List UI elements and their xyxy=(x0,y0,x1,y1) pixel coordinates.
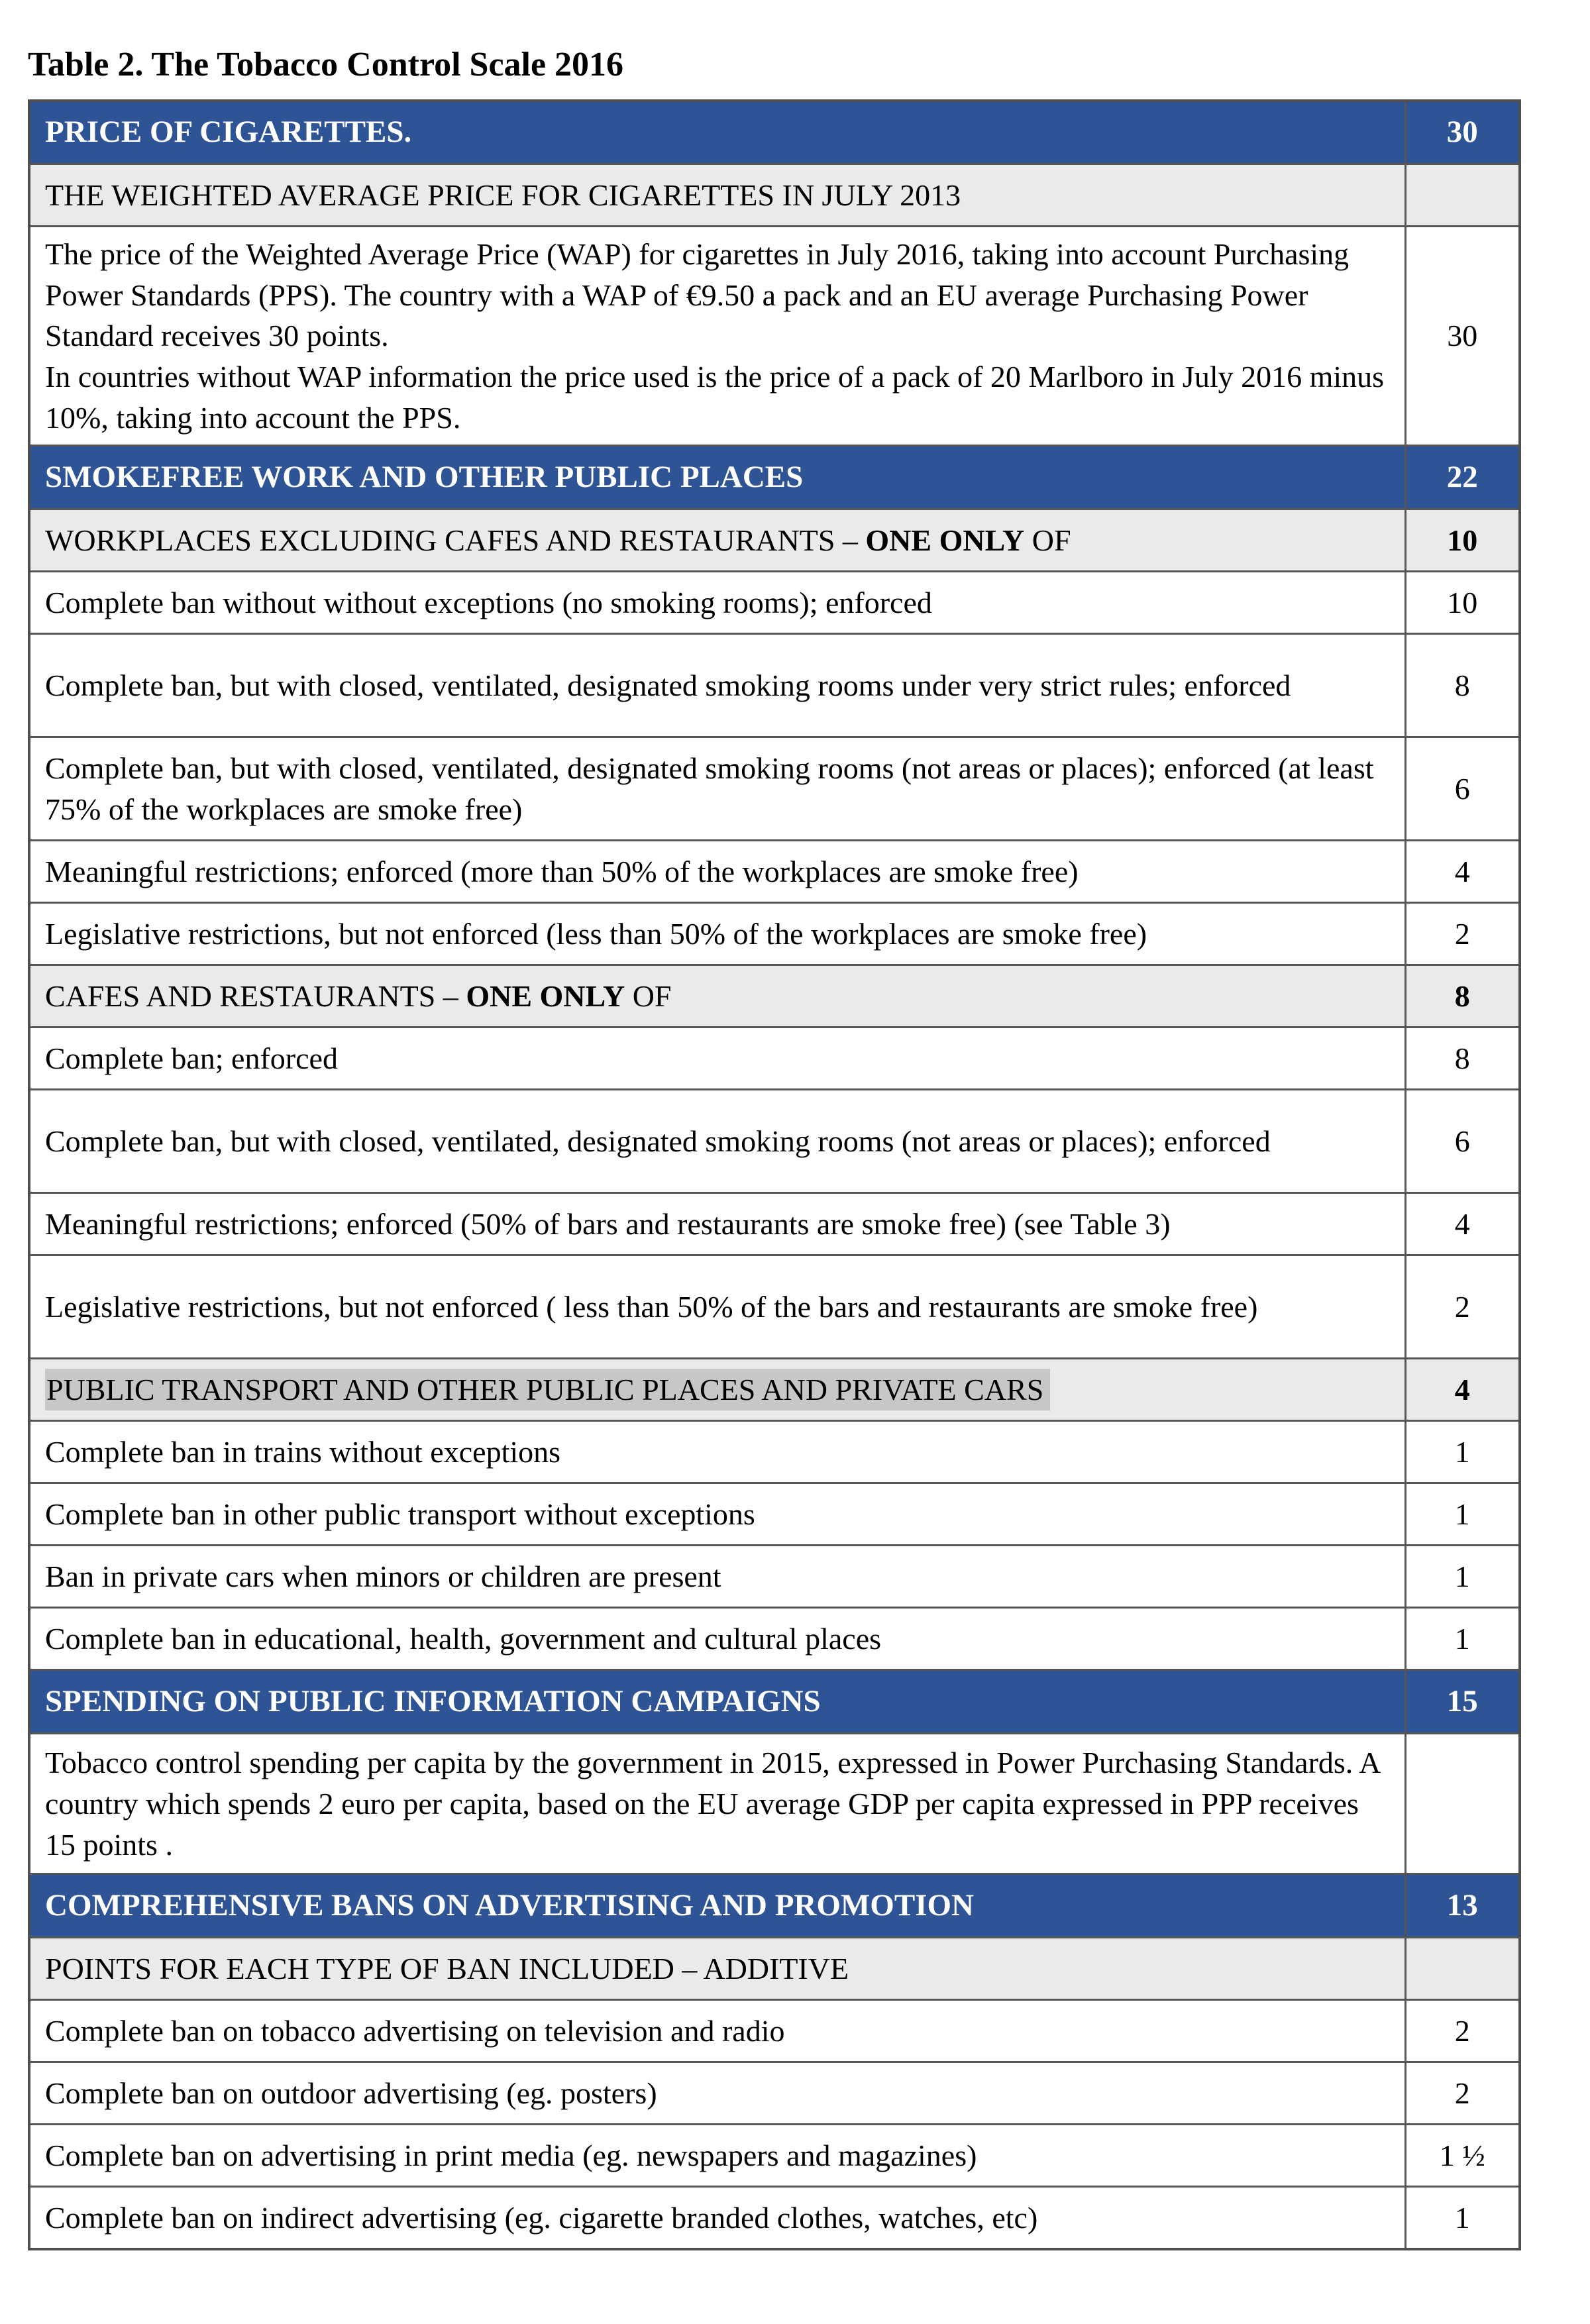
subheader-bold-text: ONE ONLY xyxy=(865,523,1025,557)
subheader-row-workplaces xyxy=(29,509,1520,572)
criterion-cell xyxy=(29,1734,1405,1874)
points-cell xyxy=(1405,164,1520,227)
table-row xyxy=(29,1546,1520,1608)
section-title-cell: SMOKEFREE WORK AND OTHER PUBLIC PLACES xyxy=(29,446,1405,509)
subheader-bold-text: ONE ONLY xyxy=(466,978,625,1013)
table-row xyxy=(29,1028,1520,1090)
criterion-cell: Complete ban on indirect advertising (eg. cigarette branded clothes, watches, etc) xyxy=(29,2187,1405,2249)
paragraph-row-wap xyxy=(29,227,1520,446)
criterion-cell: Complete ban in other public transport without exceptions xyxy=(29,1483,1405,1546)
points-cell: 8 xyxy=(1405,1028,1520,1090)
section-title-cell: PRICE OF CIGARETTES. xyxy=(29,101,1405,164)
table-row xyxy=(29,841,1520,903)
points-cell: 30 xyxy=(1405,101,1520,164)
section-header-row-advertising xyxy=(29,1874,1520,1938)
subheader-text: OF xyxy=(625,978,672,1013)
criterion-cell: Complete ban without without exceptions (no smoking rooms); enforced xyxy=(29,572,1405,634)
subheader-text: OF xyxy=(1024,523,1071,557)
points-cell: 13 xyxy=(1405,1874,1520,1938)
points-cell: 10 xyxy=(1405,572,1520,634)
tobacco-control-scale-table xyxy=(28,99,1521,2250)
subheader-row-public-transport xyxy=(29,1359,1520,1421)
points-cell: 22 xyxy=(1405,446,1520,509)
section-header-row-price xyxy=(29,101,1520,164)
points-cell: 15 xyxy=(1405,1670,1520,1734)
criterion-cell xyxy=(29,965,1405,1028)
criterion-cell: Complete ban, but with closed, ventilated, designated smoking rooms under very strict rules; enforced xyxy=(29,634,1405,737)
table-row xyxy=(29,2062,1520,2125)
points-cell: 1 xyxy=(1405,1608,1520,1670)
table-row xyxy=(29,1608,1520,1670)
table-row xyxy=(29,1090,1520,1193)
criterion-cell: Complete ban on tobacco advertising on television and radio xyxy=(29,2000,1405,2062)
paragraph-row-spending xyxy=(29,1734,1520,1874)
points-cell: 6 xyxy=(1405,1090,1520,1193)
section-title-cell: COMPREHENSIVE BANS ON ADVERTISING AND PROMOTION xyxy=(29,1874,1405,1938)
table-row xyxy=(29,634,1520,737)
points-cell: 30 xyxy=(1405,227,1520,446)
points-cell: 1 xyxy=(1405,1546,1520,1608)
table-row xyxy=(29,1483,1520,1546)
criterion-cell: Complete ban; enforced xyxy=(29,1028,1405,1090)
table-row xyxy=(29,1421,1520,1483)
points-cell: 2 xyxy=(1405,2062,1520,2125)
criterion-cell: Meaningful restrictions; enforced (more than 50% of the workplaces are smoke free) xyxy=(29,841,1405,903)
criterion-cell: Legislative restrictions, but not enforced (less than 50% of the workplaces are smoke free) xyxy=(29,903,1405,965)
subheader-row-weighted-average xyxy=(29,164,1520,227)
criterion-cell: Complete ban on advertising in print media (eg. newspapers and magazines) xyxy=(29,2125,1405,2187)
section-header-row-spending xyxy=(29,1670,1520,1734)
points-cell xyxy=(1405,1938,1520,2000)
criterion-cell: POINTS FOR EACH TYPE OF BAN INCLUDED – ADDITIVE xyxy=(29,1938,1405,2000)
section-header-row-smokefree xyxy=(29,446,1520,509)
criterion-cell xyxy=(29,509,1405,572)
points-cell: 8 xyxy=(1405,965,1520,1028)
points-cell: 4 xyxy=(1405,1359,1520,1421)
table-row xyxy=(29,903,1520,965)
criterion-cell: Complete ban in educational, health, government and cultural places xyxy=(29,1608,1405,1670)
table-row xyxy=(29,2187,1520,2249)
table-row xyxy=(29,572,1520,634)
points-cell: 1 xyxy=(1405,1483,1520,1546)
document-title: Table 2. The Tobacco Control Scale 2016 xyxy=(28,46,624,83)
table-row xyxy=(29,1255,1520,1359)
points-cell: 4 xyxy=(1405,1193,1520,1255)
points-cell: 1 xyxy=(1405,1421,1520,1483)
paragraph-text: In countries without WAP information the price used is the price of a pack of 20 Marlboro in July 2016 minus 10%, taking into account the PPS. xyxy=(45,359,1385,435)
points-cell: 6 xyxy=(1405,737,1520,841)
criterion-cell: Meaningful restrictions; enforced (50% of bars and restaurants are smoke free) (see Table 3) xyxy=(29,1193,1405,1255)
points-cell: 10 xyxy=(1405,509,1520,572)
points-cell: 1 xyxy=(1405,2187,1520,2249)
points-cell: 8 xyxy=(1405,634,1520,737)
criterion-cell xyxy=(29,227,1405,446)
criterion-cell: THE WEIGHTED AVERAGE PRICE FOR CIGARETTES IN JULY 2013 xyxy=(29,164,1405,227)
points-cell: 2 xyxy=(1405,903,1520,965)
subheader-text: CAFES AND RESTAURANTS – xyxy=(45,978,466,1013)
criterion-cell: Legislative restrictions, but not enforced ( less than 50% of the bars and restaurants are smoke free) xyxy=(29,1255,1405,1359)
table-row xyxy=(29,737,1520,841)
paragraph-text: The price of the Weighted Average Price (WAP) for cigarettes in July 2016, taking into account Purchasing Power Standards (PPS). The country with a WAP of €9.50 a pack and an EU average Purchasing Power Standard receives 30 points. xyxy=(45,237,1350,353)
highlighted-text: PUBLIC TRANSPORT AND OTHER PUBLIC PLACES AND PRIVATE CARS xyxy=(45,1369,1050,1410)
points-cell: 4 xyxy=(1405,841,1520,903)
table-row xyxy=(29,2125,1520,2187)
table-row xyxy=(29,1193,1520,1255)
criterion-cell: Complete ban, but with closed, ventilated, designated smoking rooms (not areas or places); enforced (at least 75% of the workplaces are smoke free) xyxy=(29,737,1405,841)
subheader-row-points-additive xyxy=(29,1938,1520,2000)
criterion-cell: Complete ban, but with closed, ventilated, designated smoking rooms (not areas or places); enforced xyxy=(29,1090,1405,1193)
table-row xyxy=(29,2000,1520,2062)
criterion-cell: Complete ban in trains without exceptions xyxy=(29,1421,1405,1483)
subheader-text: WORKPLACES EXCLUDING CAFES AND RESTAURANTS – xyxy=(45,523,866,557)
points-cell xyxy=(1405,1734,1520,1874)
section-title-cell: SPENDING ON PUBLIC INFORMATION CAMPAIGNS xyxy=(29,1670,1405,1734)
criterion-cell: Ban in private cars when minors or children are present xyxy=(29,1546,1405,1608)
criterion-cell xyxy=(29,1359,1405,1421)
points-cell: 1 ½ xyxy=(1405,2125,1520,2187)
criterion-cell: Complete ban on outdoor advertising (eg. posters) xyxy=(29,2062,1405,2125)
paragraph-text: Tobacco control spending per capita by the government in 2015, expressed in Power Purchasing Standards. A country which spends 2 euro per capita, based on the EU average GDP per capita expressed in PPP receives 15 points . xyxy=(45,1746,1379,1862)
points-cell: 2 xyxy=(1405,1255,1520,1359)
points-cell: 2 xyxy=(1405,2000,1520,2062)
subheader-row-cafes-restaurants xyxy=(29,965,1520,1028)
